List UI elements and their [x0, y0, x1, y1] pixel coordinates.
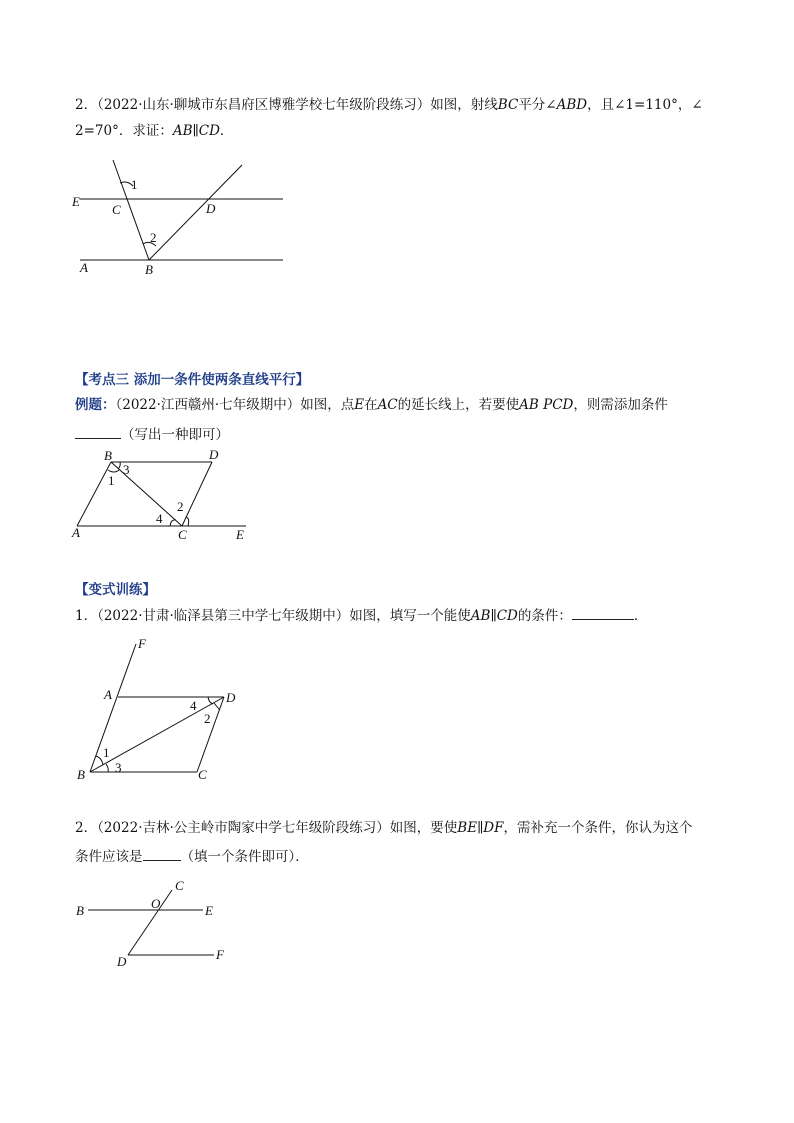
- label-O: O: [151, 896, 161, 911]
- label-C: C: [175, 878, 184, 893]
- problem-hint: （填一个条件即可）．: [180, 849, 309, 865]
- math-bc: BC: [497, 97, 519, 113]
- example-text: 的延长线上，若要使: [397, 397, 520, 413]
- problem-source: （2022·甘肃·临泽县第三中学七年级期中）: [97, 608, 350, 624]
- math-ab-cd: AB∥CD: [470, 608, 518, 624]
- label-E: E: [205, 903, 213, 918]
- problem-number: 2．: [75, 820, 98, 836]
- example-source: （2022·江西赣州·七年级期中）: [115, 397, 301, 413]
- math-ac: AC: [377, 397, 398, 413]
- problem-number: 1．: [75, 608, 98, 624]
- label-B: B: [145, 262, 153, 277]
- label-D: D: [206, 201, 216, 216]
- math-ab-cd: AB∥CD: [172, 123, 220, 139]
- label-E: E: [236, 527, 244, 542]
- label-D: D: [209, 447, 219, 462]
- math-be-df: BE∥DF: [457, 820, 504, 836]
- section-title: 【考点三 添加一条件使两条直线平行】: [75, 372, 310, 388]
- label-angle1: 1: [103, 745, 110, 760]
- label-B: B: [76, 903, 84, 918]
- math-abd: ABD: [556, 97, 588, 113]
- problem-text: ．: [633, 608, 648, 624]
- problem-text: 如图，填写一个能使: [349, 608, 471, 624]
- problem-text: 如图，射线: [430, 97, 498, 113]
- label-angle1: 1: [131, 177, 138, 192]
- label-F: F: [138, 636, 146, 651]
- math-e: E: [354, 397, 365, 413]
- problem-text: ，且∠1=110°，∠: [587, 97, 703, 113]
- label-C: C: [178, 527, 187, 542]
- variant-title: 【变式训练】: [75, 582, 156, 598]
- label-A: A: [80, 260, 88, 275]
- label-angle2: 2: [204, 711, 211, 726]
- label-F: F: [216, 947, 224, 962]
- example-text: ，则需添加条件: [573, 397, 668, 413]
- label-E: E: [72, 194, 80, 209]
- label-angle3: 3: [115, 760, 122, 775]
- label-C: C: [112, 202, 121, 217]
- label-B: B: [104, 448, 112, 463]
- problem-text: ．: [219, 123, 234, 139]
- label-D: D: [226, 690, 236, 705]
- example-text: 如图，点: [300, 397, 355, 413]
- line-co: [128, 890, 172, 955]
- label-angle2: 2: [150, 230, 157, 245]
- problem-text: 如图，要使: [389, 820, 458, 836]
- problem-text: 平分∠: [518, 97, 557, 113]
- label-A: A: [72, 525, 80, 540]
- label-angle2: 2: [177, 499, 184, 514]
- problem-source: （2022·山东·聊城市东昌府区博雅学校七年级阶段练习）: [97, 97, 431, 113]
- label-angle4: 4: [156, 511, 163, 526]
- label-A: A: [104, 687, 112, 702]
- label-angle3: 3: [123, 462, 130, 477]
- example-label: 例题：: [75, 397, 116, 413]
- problem-text: ，需补充一个条件，你认为这个: [503, 820, 693, 836]
- label-angle1: 1: [108, 473, 115, 488]
- math-expr: AB PCD: [519, 397, 574, 413]
- label-angle4: 4: [190, 698, 197, 713]
- problem-text: 2=70°．求证：: [75, 123, 173, 139]
- problem-text: 条件应该是: [75, 849, 143, 865]
- label-D: D: [117, 954, 127, 969]
- example-hint: （写出一种即可）: [121, 427, 229, 443]
- example-text: 在: [364, 397, 378, 413]
- label-B: B: [77, 767, 85, 782]
- problem-number: 2．: [75, 97, 98, 113]
- problem-source: （2022·吉林·公主岭市陶家中学七年级阶段练习）: [97, 820, 390, 836]
- label-C: C: [198, 767, 207, 782]
- problem-text: 的条件：: [517, 608, 572, 624]
